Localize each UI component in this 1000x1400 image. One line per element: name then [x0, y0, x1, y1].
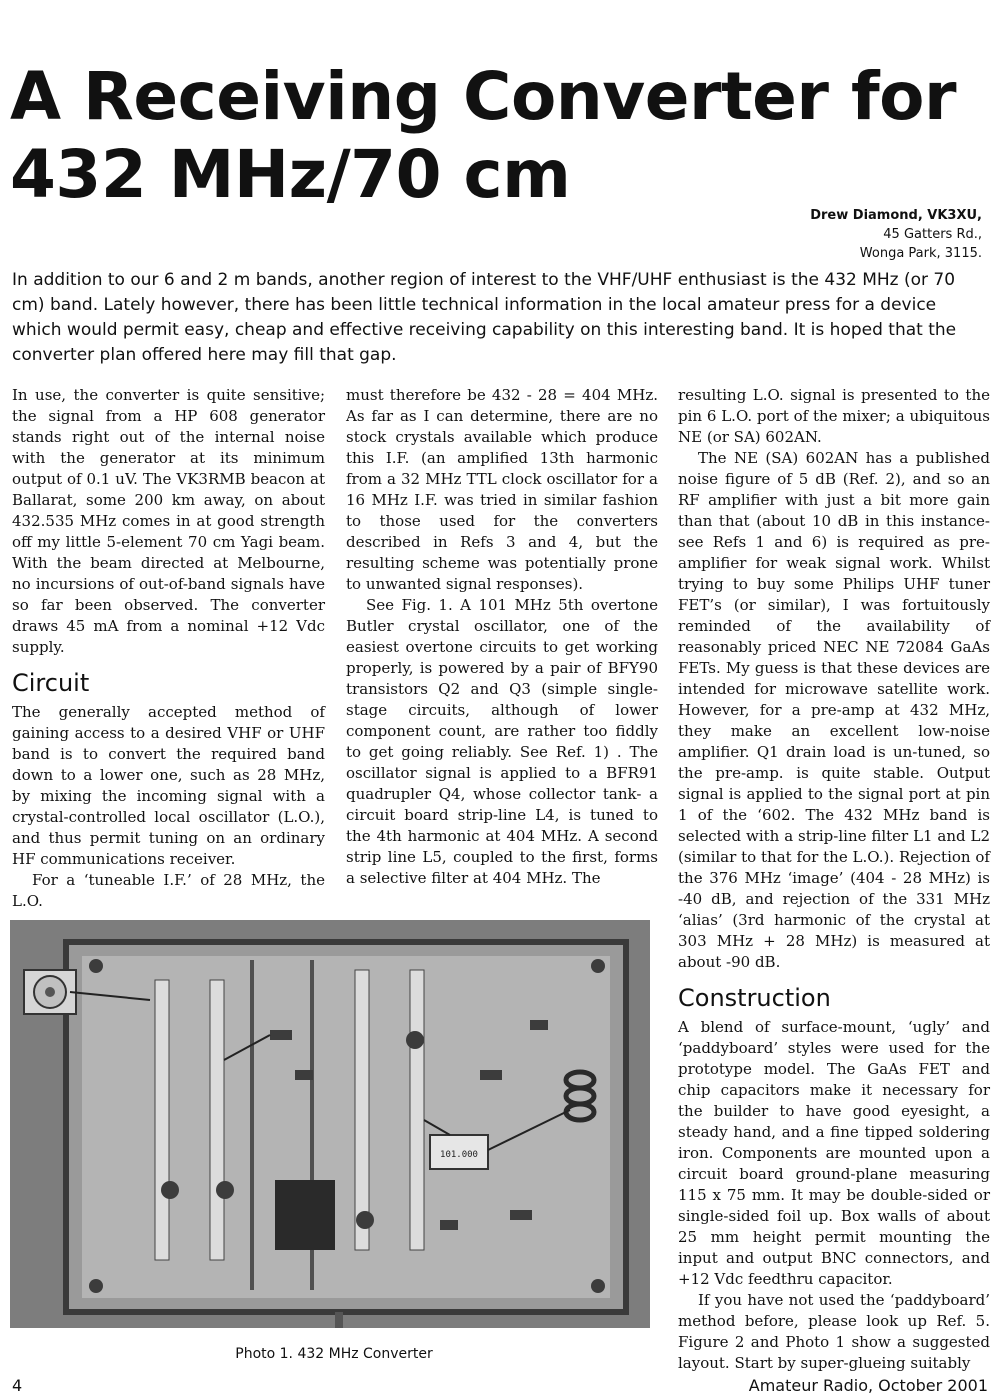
crystal-label: 101.000 [440, 1150, 478, 1160]
intro-paragraph: In addition to our 6 and 2 m bands, another region of interest to the VHF/UHF enthusiast is the 432 MHz (or 70 cm) band. Lately however, there has been little technical information in the local amateur press for a device which would permit easy, cheap and effective receiving capability on this interesting band. It is hoped that the converter plan offered here may fill that gap. [12, 270, 957, 365]
column-3 [678, 385, 990, 1370]
column-2 [346, 385, 658, 895]
heading-circuit: Circuit [12, 669, 90, 697]
col2-paragraph-1: must therefore be 432 - 28 = 404 MHz. As far as I can determine, there are no stock crystals available which produce this I.F. (an amplified 13th harmonic from a 32 MHz TTL clock oscillator for a 16 MHz I.F. was tried in similar fashion to those used for the converters described in Refs 3 and 4, but the resulting scheme was potentially prone to unwanted signal responses). [346, 386, 658, 593]
title-line-2: 432 MHz/70 cm [10, 136, 571, 213]
page-number: 4 [12, 1376, 23, 1395]
col1-paragraph-1: In use, the converter is quite sensitive; the signal from a HP 608 generator stands right out of the internal noise with the generator at its minimum output of 0.1 uV. The VK3RMB beacon at Ballarat, some 200 km away, on about 432.535 MHz comes in at good strength off my little 5-element 70 cm Yagi beam. With the beam directed at Melbourne, no incursions of out-of-band signals have so far been observed. The converter draws 45 mA from a nominal +12 Vdc supply. [12, 386, 325, 656]
converter-photo [10, 920, 650, 1328]
article-title [10, 58, 990, 214]
col1-paragraph-3: For a ‘tuneable I.F.’ of 28 MHz, the L.O. [12, 871, 325, 910]
col3-paragraph-3: A blend of surface-mount, ‘ugly’ and ‘paddyboard’ styles were used for the prototype model. The GaAs FET and chip capacitors make it necessary for the builder to have good eyesight, a steady hand, and a fine tipped soldering iron. Components are mounted upon a circuit board ground-plane measuring 115 x 75 mm. It may be double-sided or single-sided foil up. Box walls of about 25 mm height permit mounting the input and output BNC connectors, and +12 Vdc feedthru capacitor. [678, 1018, 990, 1288]
author-address-1: 45 Gatters Rd., [883, 227, 982, 242]
col2-paragraph-2: See Fig. 1. A 101 MHz 5th overtone Butler crystal oscillator, one of the easiest overtone circuits to get working properly, is powered by a pair of BFY90 transistors Q2 and Q3 (simple single-stage circuits, although of lower component count, are rather too fiddly to get going reliably. See Ref. 1) . The oscillator signal is applied to a BFR91 quadrupler Q4, whose collector tank- a circuit board strip-line L4, is tuned to the 4th harmonic at 404 MHz. A second strip line L5, coupled to the first, forms a selective filter at 404 MHz. The [346, 596, 658, 887]
col3-paragraph-2: The NE (SA) 602AN has a published noise figure of 5 dB (Ref. 2), and so an RF amplifier with just a bit more gain than that (about 10 dB in this instance- see Refs 1 and 6) is required as pre-amplifier for weak signal work. Whilst trying to buy some Philips UHF tuner FET’s (or similar), I was fortuitously reminded of the availability of reasonably priced NEC NE 72084 GaAs FETs. My guess is that these devices are intended for microwave satellite work. However, for a pre-amp at 432 MHz, they make an excellent low-noise amplifier. Q1 drain load is un-tuned, so the pre-amp. is quite stable. Output signal is applied to the signal port at pin 1 of the ‘602. The 432 MHz band is selected with a strip-line filter L1 and L2 (similar to that for the L.O.). Rejection of the 376 MHz ‘image’ (404 - 28 MHz) is -40 dB, and rejection of the 331 MHz ‘alias’ (3rd harmonic of the crystal at 303 MHz + 28 MHz) is measured at about -90 dB. [678, 449, 990, 971]
photo-1-converter [10, 920, 658, 1340]
author-block [682, 206, 982, 263]
photo-caption: Photo 1. 432 MHz Converter [235, 1346, 433, 1362]
col3-paragraph-4: If you have not used the ‘paddyboard’ method before, please look up Ref. 5. Figure 2 and Photo 1 show a suggested layout. Start by super-glueing suitably [678, 1291, 990, 1372]
column-1 [12, 385, 325, 910]
author-name: Drew Diamond, VK3XU, [810, 208, 982, 223]
bnc-connector-icon [24, 970, 76, 1014]
converter-photo-illustration [10, 920, 650, 1328]
author-address-2: Wonga Park, 3115. [859, 246, 982, 261]
col1-paragraph-2: The generally accepted method of gaining access to a desired VHF or UHF band is to convert the required band down to a lower one, such as 28 MHz, by mixing the incoming signal with a crystal-controlled local oscillator (L.O.), and thus permit tuning on an ordinary HF communications receiver. [12, 703, 325, 868]
heading-construction: Construction [678, 984, 831, 1012]
title-line-1: A Receiving Converter for [10, 58, 957, 135]
col3-paragraph-1: resulting L.O. signal is presented to the pin 6 L.O. port of the mixer; a ubiquitous NE (or SA) 602AN. [678, 386, 990, 446]
publication-footer: Amateur Radio, October 2001 [748, 1376, 988, 1395]
